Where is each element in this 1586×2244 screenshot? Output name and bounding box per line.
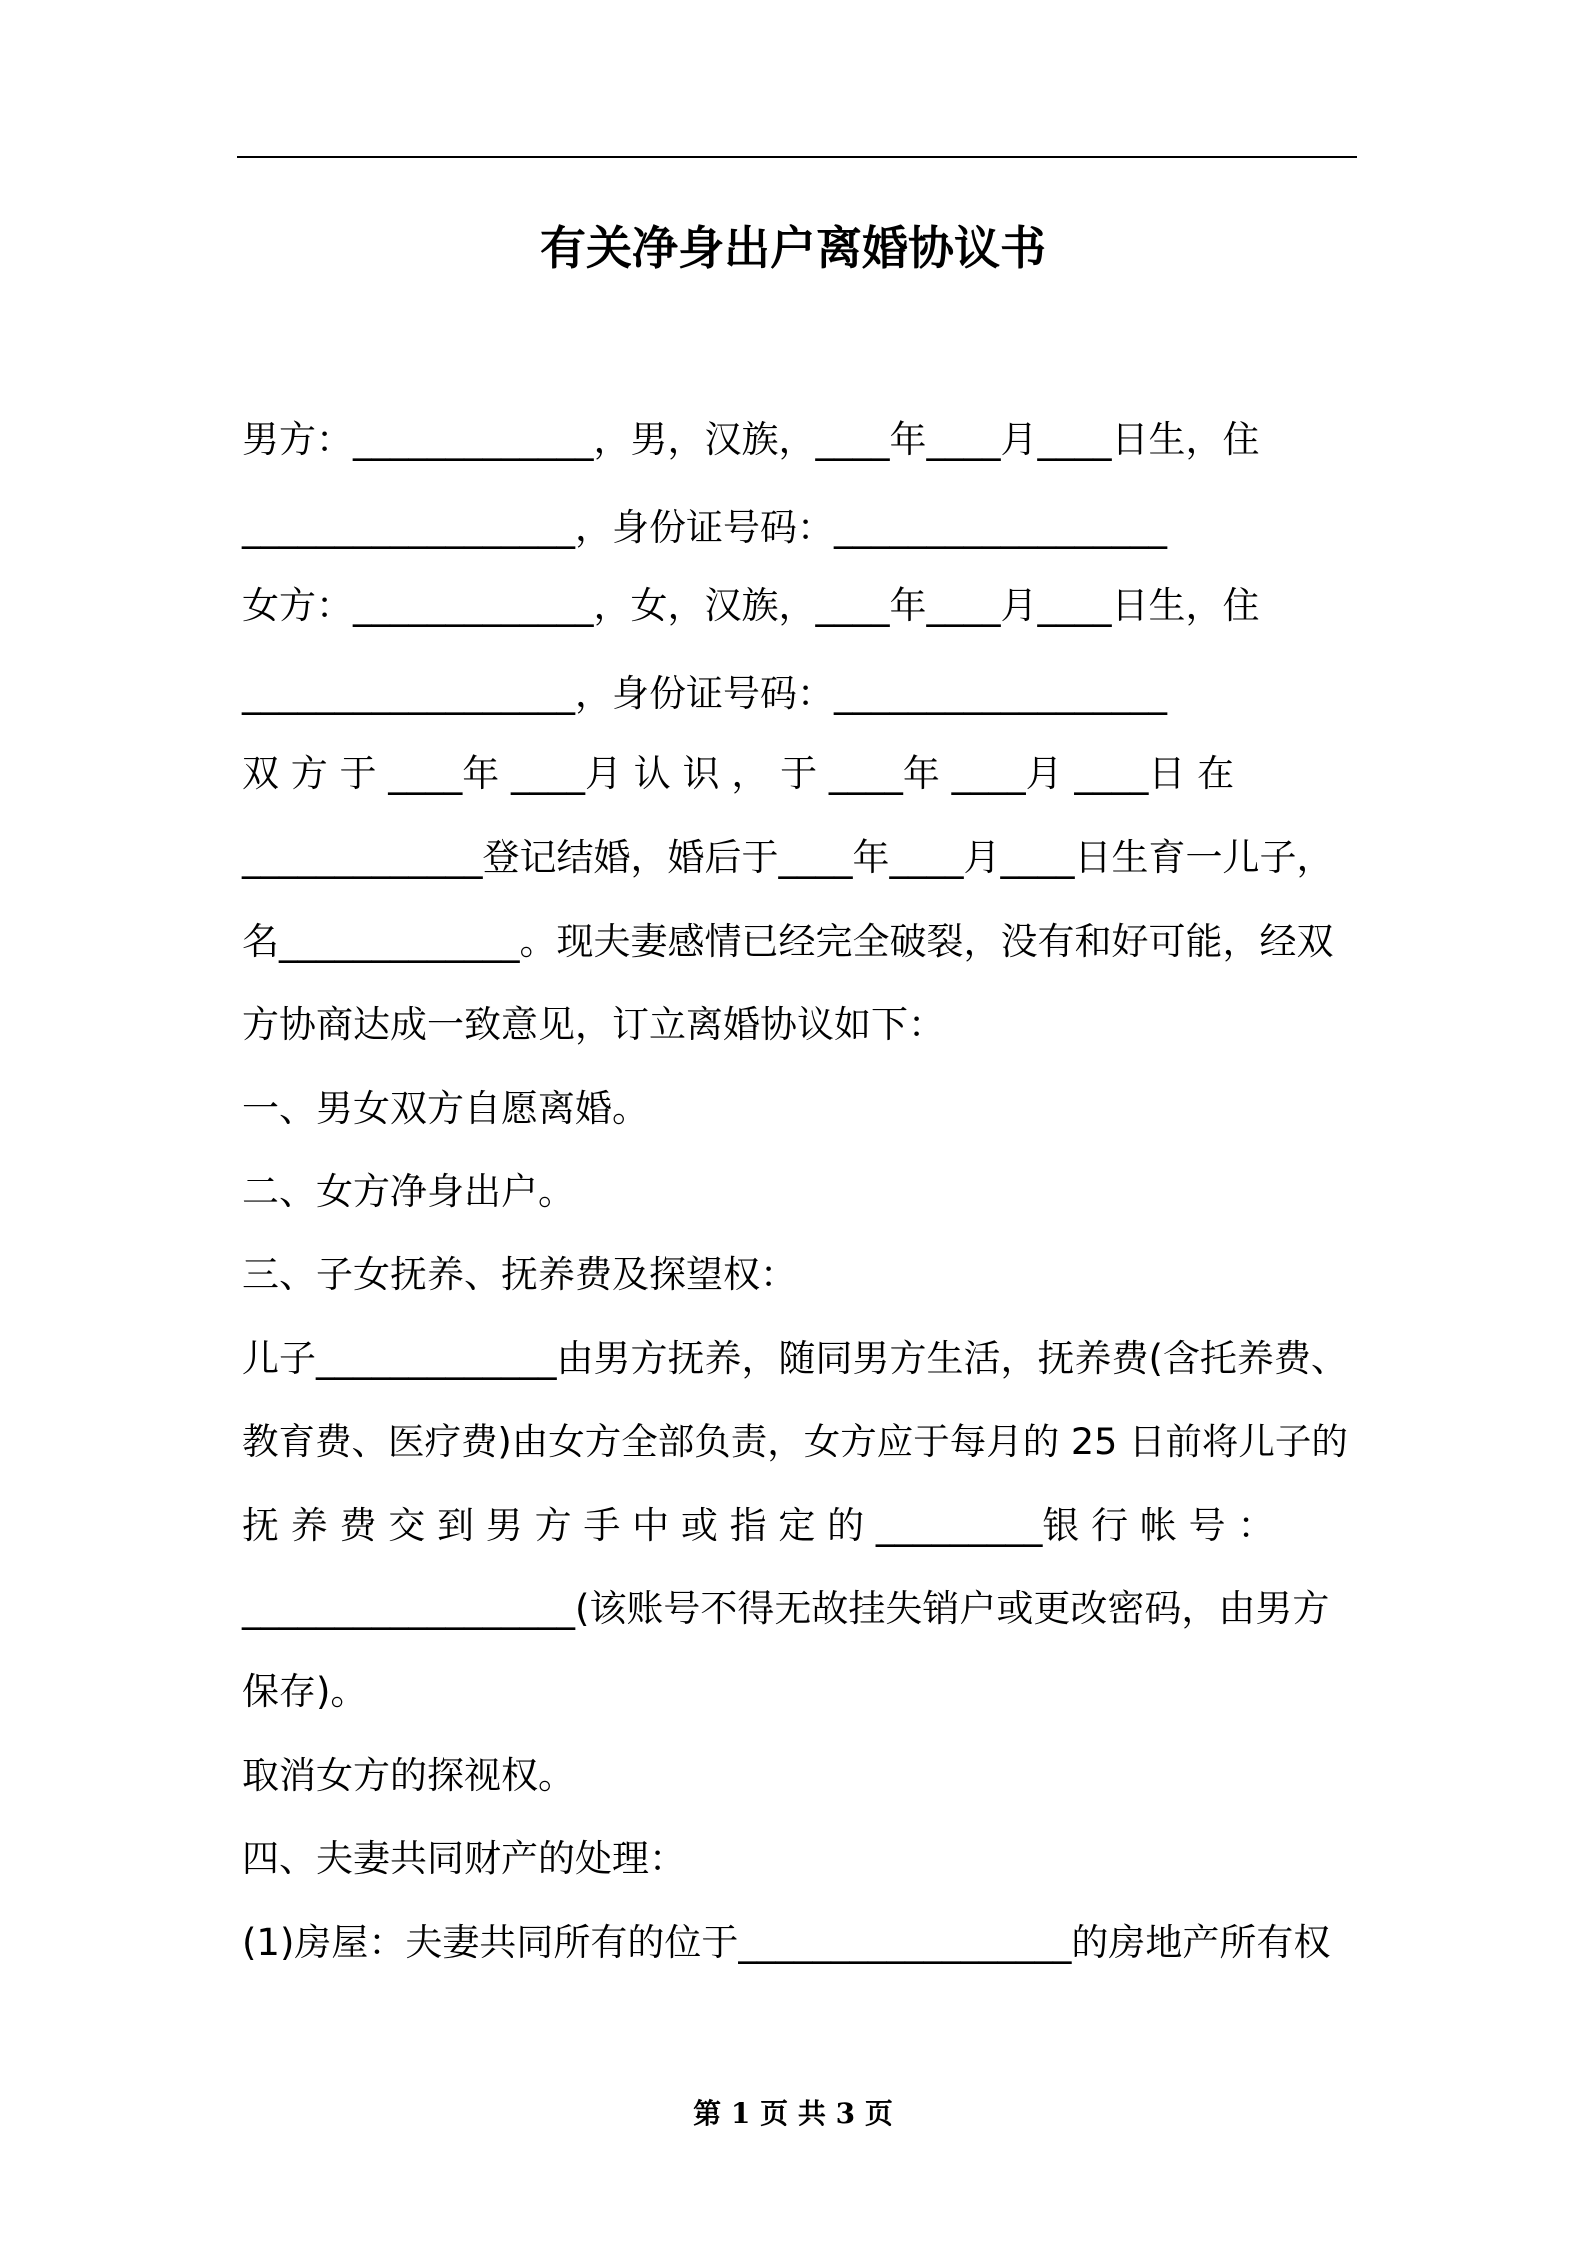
body-line: 教育费、医疗费)由女方全部负责，女方应于每月的 25 日前将儿子的 <box>242 1420 1348 1463</box>
page-number: 第 1 页 共 3 页 <box>693 2097 893 2130</box>
body-line: 取消女方的探视权。 <box>242 1754 575 1797</box>
body-line: 三、子女抚养、抚养费及探望权： <box>242 1253 797 1296</box>
body-line: __________________，身份证号码：__________________ <box>242 672 1167 715</box>
body-line: 二、女方净身出户。 <box>242 1170 575 1213</box>
body-line: 四、夫妻共同财产的处理： <box>242 1837 686 1880</box>
body-line: (1)房屋：夫妻共同所有的位于__________________的房地产所有权 <box>242 1921 1331 1964</box>
body-line: 方协商达成一致意见，订立离婚协议如下： <box>242 1003 945 1046</box>
body-line: 抚 养 费 交 到 男 方 手 中 或 指 定 的 _________银 行 帐 号 ： <box>242 1504 1275 1547</box>
body-line: 男方：_____________，男，汉族，____年____月____日生，住 <box>242 418 1260 461</box>
body-line: 名_____________。现夫妻感情已经完全破裂，没有和好可能，经双 <box>242 920 1334 963</box>
body-line: 女方：_____________，女，汉族，____年____月____日生，住 <box>242 584 1260 627</box>
body-line: 双 方 于 ____年 ____月 认 识 ， 于 ____年 ____月 ____日 在 <box>242 752 1235 795</box>
header-rule <box>237 156 1357 158</box>
body-line: 儿子_____________由男方抚养，随同男方生活，抚养费(含托养费、 <box>242 1337 1348 1380</box>
body-line: 一、男女双方自愿离婚。 <box>242 1087 649 1130</box>
body-line: __________________，身份证号码：__________________ <box>242 506 1167 549</box>
body-line: _____________登记结婚，婚后于____年____月____日生育一儿子， <box>242 836 1334 879</box>
body-line: 保存)。 <box>242 1670 368 1713</box>
document-title: 有关净身出户离婚协议书 <box>540 221 1046 275</box>
body-line: __________________(该账号不得无故挂失销户或更改密码，由男方 <box>242 1587 1330 1630</box>
